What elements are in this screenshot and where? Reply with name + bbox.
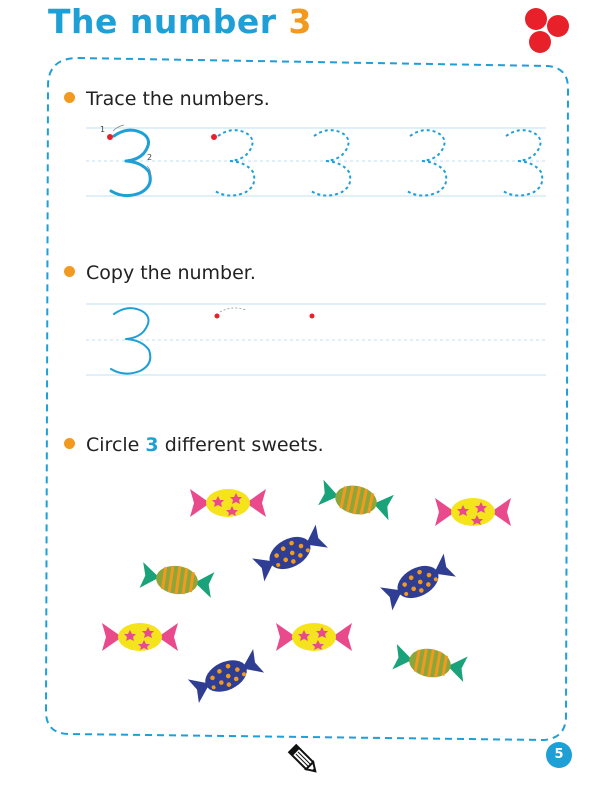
svg-text:2: 2 — [147, 153, 153, 162]
pencil-icon — [286, 742, 322, 778]
sweet-green-striped — [392, 643, 468, 683]
sweet-navy-dotted — [380, 553, 457, 612]
instruction-trace: Trace the numbers. — [64, 88, 270, 110]
sweet-pink-star — [276, 623, 352, 651]
sweet-navy-dotted — [187, 648, 264, 704]
title-text: The number — [48, 2, 277, 41]
svg-text:1: 1 — [100, 125, 106, 134]
sweet-pink-star — [435, 498, 511, 526]
sweet-green-striped — [139, 561, 214, 599]
sweet-navy-dotted — [252, 524, 329, 583]
sweet-pink-star — [102, 623, 178, 651]
page-number-badge: 5 — [546, 742, 572, 768]
instruction-circle: Circle 3 different sweets. — [64, 434, 324, 456]
title-number: 3 — [288, 2, 312, 41]
sweet-pink-star — [190, 489, 266, 517]
instruction-copy: Copy the number. — [64, 262, 256, 284]
sweet-green-striped — [318, 479, 394, 521]
